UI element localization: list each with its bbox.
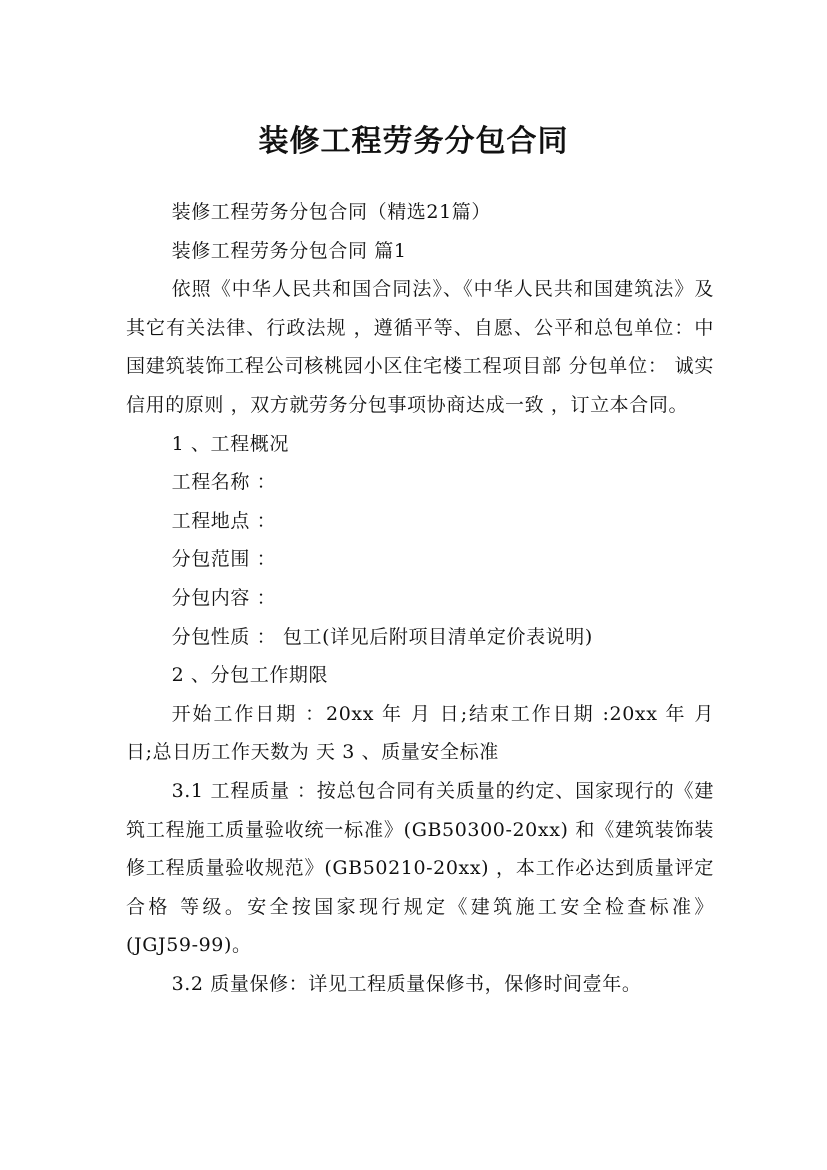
- paragraph-subcontract-content: 分包内容 ：: [171, 586, 277, 609]
- paragraph-section-heading: 装修工程劳务分包合同 篇1: [171, 239, 407, 262]
- paragraph-project-location: 工程地点 ：: [171, 509, 277, 532]
- paragraph-subcontract-scope: 分包范围 ：: [171, 548, 277, 571]
- paragraph-work-period-heading: 2 、分包工作期限: [171, 664, 329, 687]
- document-body: [126, 193, 714, 1003]
- paragraph-quality-warranty: 3.2 质量保修：详见工程质量保修书，保修时间壹年。: [171, 972, 642, 995]
- paragraph-quality-standard: 3.1 工程质量 ：按总包合同有关质量的约定、国家现行的《建筑工程施工质量验收统一标准》(GB50300-20xx) 和《建筑装饰装修工程质量验收规范》(GB50210-20xx) ，本工作必达到质量评定 合格 等级。安全按国家现行规定《建筑施工安全检查标准》(JGJ59-99)。: [126, 779, 714, 957]
- paragraph-subtitle: 装修工程劳务分包合同（精选21篇）: [171, 201, 491, 223]
- paragraph-work-dates: 开始工作日期 ：20xx 年 月 日;结束工作日期 :20xx 年 月 日;总日历工作天数为 天 3 、质量安全标准: [126, 702, 714, 764]
- paragraph-subcontract-nature: 分包性质 ： 包工(详见后附项目清单定价表说明): [171, 625, 593, 648]
- paragraph-project-name: 工程名称 ：: [171, 471, 277, 494]
- paragraph-project-overview: 1 、工程概况: [171, 432, 289, 455]
- paragraph-preamble: 依照《中华人民共和国合同法》、《中华人民共和国建筑法》及其它有关法律、行政法规 ，遵循平等、自愿、公平和总包单位：中国建筑装饰工程公司核桃园小区住宅楼工程项目部 分包单位： 诚实信用的原则 ，双方就劳务分包事项协商达成一致 ，订立本合同。: [126, 278, 714, 416]
- document-title: 装修工程劳务分包合同: [258, 124, 569, 160]
